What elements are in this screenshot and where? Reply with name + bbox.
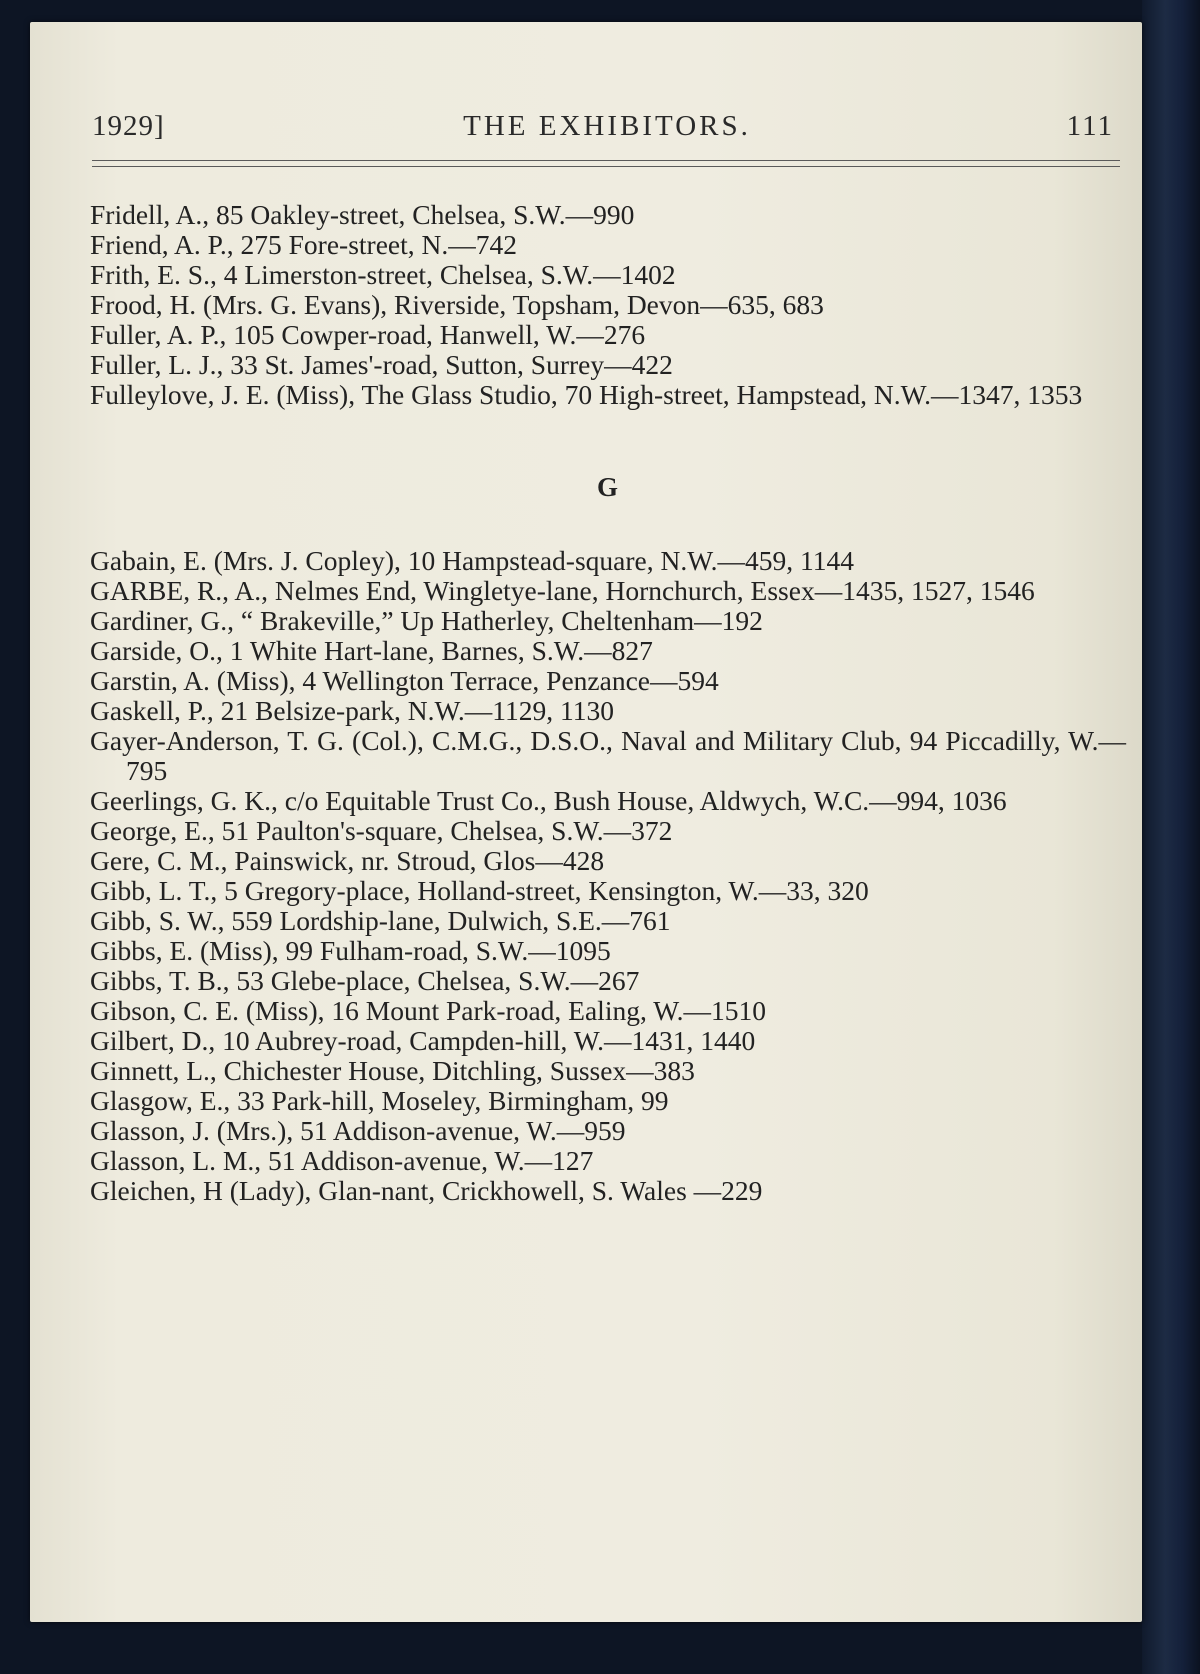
- exhibitor-entry: Gaskell, P., 21 Belsize-park, N.W.—1129, 1130: [90, 695, 614, 726]
- letter-heading-g: G: [596, 472, 619, 502]
- exhibitor-entry: Gibb, S. W., 559 Lordship-lane, Dulwich, S.E.—761: [90, 905, 671, 936]
- exhibitor-entry: Friend, A. P., 275 Fore-street, N.—742: [90, 229, 517, 260]
- exhibitor-entry: Gilbert, D., 10 Aubrey-road, Campden-hill, W.—1431, 1440: [90, 1025, 756, 1056]
- exhibitor-entry: Gibbs, T. B., 53 Glebe-place, Chelsea, S.W.—267: [90, 965, 640, 996]
- book-binding-edge: [1142, 0, 1200, 1674]
- exhibitor-entry: Gere, C. M., Painswick, nr. Stroud, Glos—428: [90, 845, 605, 876]
- exhibitor-entry: Gleichen, H (Lady), Glan-nant, Crickhowell, S. Wales —229: [90, 1175, 763, 1206]
- exhibitor-entry: Gayer-Anderson, T. G. (Col.), C.M.G., D.S.O., Naval and Military Club, 94 Piccadilly, W.—795: [90, 725, 1126, 786]
- header-rule-bottom: [92, 166, 1120, 167]
- book-page: [30, 22, 1142, 1622]
- exhibitor-entry: Fulleylove, J. E. (Miss), The Glass Studio, 70 High-street, Hampstead, N.W.—1347, 1353: [90, 379, 1083, 410]
- exhibitor-entry: George, E., 51 Paulton's-square, Chelsea, S.W.—372: [90, 815, 673, 846]
- exhibitor-entry: Gardiner, G., “ Brakeville,” Up Hatherley, Cheltenham—192: [90, 605, 763, 636]
- exhibitor-entry: Gibb, L. T., 5 Gregory-place, Holland-street, Kensington, W.—33, 320: [90, 875, 869, 906]
- exhibitor-entry: Glasgow, E., 33 Park-hill, Moseley, Birmingham, 99: [90, 1085, 669, 1116]
- exhibitor-entry: Gabain, E. (Mrs. J. Copley), 10 Hampstead-square, N.W.—459, 1144: [90, 545, 855, 576]
- header-title: THE EXHIBITORS.: [463, 110, 751, 142]
- exhibitor-entry: Fuller, A. P., 105 Cowper-road, Hanwell, W.—276: [90, 319, 646, 350]
- exhibitor-entry: Garside, O., 1 White Hart-lane, Barnes, S.W.—827: [90, 635, 653, 666]
- exhibitor-entry: Ginnett, L., Chichester House, Ditchling, Sussex—383: [90, 1055, 695, 1086]
- exhibitor-entry: Glasson, L. M., 51 Addison-avenue, W.—127: [90, 1145, 594, 1176]
- exhibitor-entry: Garstin, A. (Miss), 4 Wellington Terrace, Penzance—594: [90, 665, 719, 696]
- exhibitor-entry: Fuller, L. J., 33 St. James'-road, Sutton, Surrey—422: [90, 349, 673, 380]
- exhibitor-entry: Fridell, A., 85 Oakley-street, Chelsea, S.W.—990: [90, 199, 635, 230]
- exhibitor-entry: GARBE, R., A., Nelmes End, Wingletye-lane, Hornchurch, Essex—1435, 1527, 1546: [90, 575, 1035, 606]
- exhibitor-list: [90, 200, 1126, 1206]
- running-header: [92, 90, 1122, 142]
- header-year: 1929]: [92, 110, 165, 142]
- exhibitor-entry: Gibbs, E. (Miss), 99 Fulham-road, S.W.—1095: [90, 935, 611, 966]
- exhibitor-entry: Frith, E. S., 4 Limerston-street, Chelsea, S.W.—1402: [90, 259, 676, 290]
- exhibitor-entry: Glasson, J. (Mrs.), 51 Addison-avenue, W.—959: [90, 1115, 626, 1146]
- page-number: 111: [1066, 110, 1114, 142]
- exhibitor-entry: Frood, H. (Mrs. G. Evans), Riverside, Topsham, Devon—635, 683: [90, 289, 824, 320]
- exhibitor-entry: Gibson, C. E. (Miss), 16 Mount Park-road, Ealing, W.—1510: [90, 995, 767, 1026]
- exhibitor-entry: Geerlings, G. K., c/o Equitable Trust Co., Bush House, Aldwych, W.C.—994, 1036: [90, 785, 1007, 816]
- header-rule-top: [92, 160, 1120, 161]
